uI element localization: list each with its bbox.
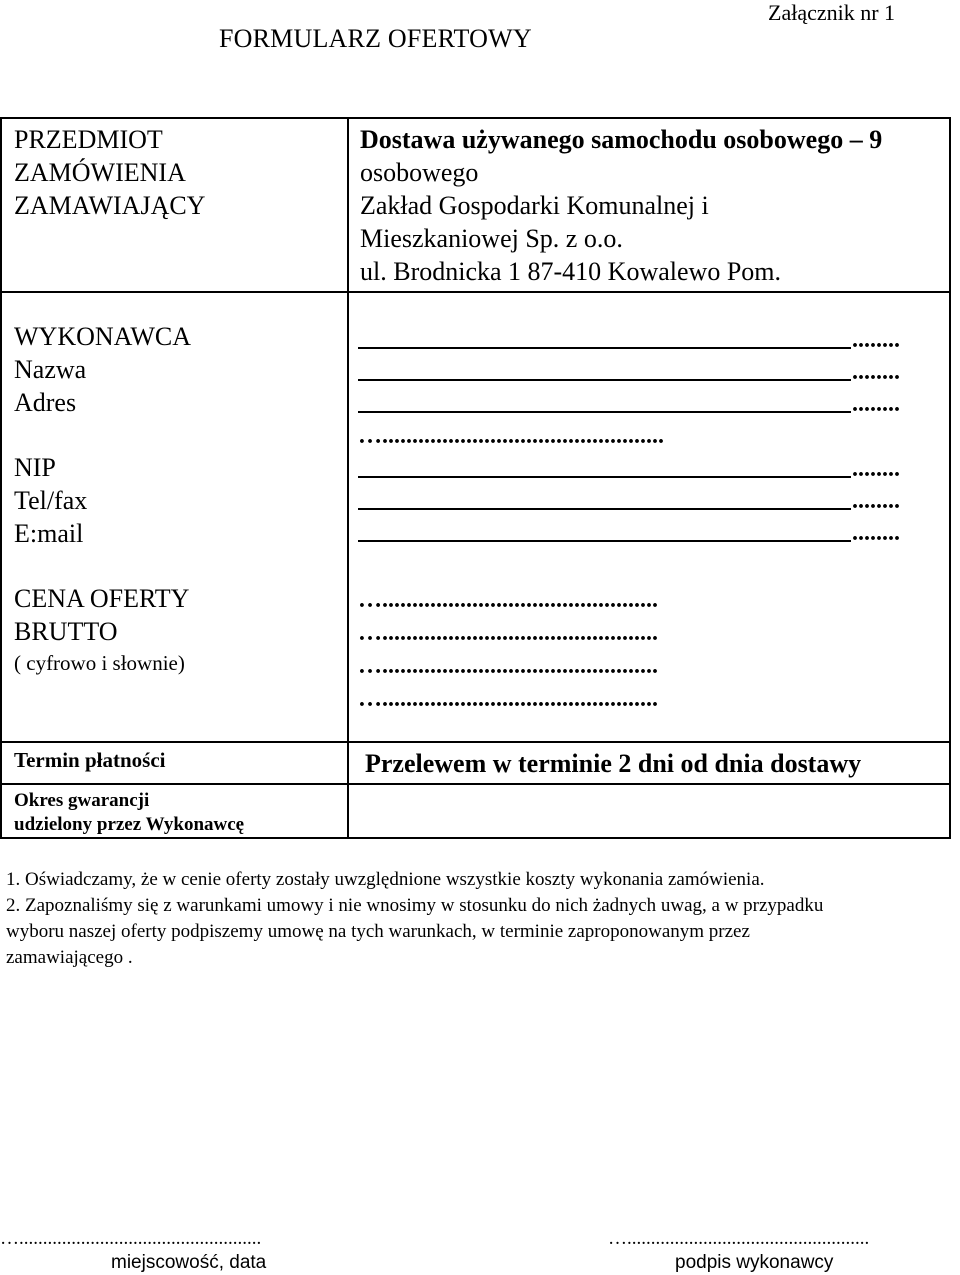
contractor-field-dots: ........ — [852, 359, 900, 385]
orderer-value-line1: Zakład Gospodarki Komunalnej i — [360, 191, 709, 220]
underline — [358, 508, 851, 510]
payment-terms-label: Termin płatności — [14, 748, 166, 772]
underline — [358, 347, 851, 349]
signature-dots: …................................................... — [608, 1228, 870, 1249]
annex-label: Załącznik nr 1 — [768, 0, 896, 25]
price-field-dots: ….............................................. — [358, 686, 658, 712]
price-field-dots: ….............................................. — [358, 653, 658, 679]
payment-terms-value: Przelewem w terminie 2 dni od dnia dostawy — [365, 749, 862, 778]
contractor-field-dots: ........ — [852, 327, 900, 353]
email-label: E:mail — [14, 519, 84, 548]
price-label-line3: ( cyfrowo i słownie) — [14, 651, 185, 675]
contractor-field-dots: ........ — [852, 391, 900, 417]
underline — [358, 476, 851, 478]
place-date-label: miejscowość, data — [111, 1252, 267, 1273]
signature-label: podpis wykonawcy — [675, 1252, 834, 1273]
page-title: FORMULARZ OFERTOWY — [219, 24, 532, 53]
warranty-label-line2: udzielony przez Wykonawcę — [14, 814, 245, 835]
warranty-label-line1: Okres gwarancji — [14, 790, 150, 811]
price-label-line2: BRUTTO — [14, 617, 118, 646]
row-divider — [0, 291, 951, 293]
subject-value-line2: osobowego — [360, 158, 479, 187]
price-field-dots: ….............................................. — [358, 620, 658, 646]
underline — [358, 379, 851, 381]
contractor-field-dots: …............................................... — [358, 423, 664, 449]
subject-label-line1: PRZEDMIOT — [14, 125, 163, 154]
contractor-field-dots: ........ — [852, 488, 900, 514]
statement-2-end: zamawiającego . — [6, 947, 133, 968]
phone-label: Tel/fax — [14, 486, 88, 515]
contractor-label: WYKONAWCA — [14, 322, 191, 351]
subject-value-line1: Dostawa używanego samochodu osobowego – 9 — [360, 125, 883, 154]
name-label: Nazwa — [14, 355, 87, 384]
orderer-label: ZAMAWIAJĄCY — [14, 191, 206, 220]
place-date-dots: …................................................... — [0, 1228, 262, 1249]
statement-2: 2. Zapoznaliśmy się z warunkami umowy i nie wnosimy w stosunku do nich żadnych uwag, a w przypadku — [6, 895, 824, 916]
orderer-value-line2: Mieszkaniowej Sp. z o.o. — [360, 224, 623, 253]
row-divider — [0, 741, 951, 743]
address-label: Adres — [14, 388, 77, 417]
price-label-line1: CENA OFERTY — [14, 584, 190, 613]
contractor-field-dots: ........ — [852, 520, 900, 546]
subject-label-line2: ZAMÓWIENIA — [14, 158, 186, 187]
statement-2-continued: wyboru naszej oferty podpiszemy umowę na tych warunkach, w terminie zaproponowanym przez — [6, 921, 750, 942]
orderer-value-line3: ul. Brodnicka 1 87-410 Kowalewo Pom. — [360, 257, 782, 286]
nip-label: NIP — [14, 453, 56, 482]
underline — [358, 540, 851, 542]
underline — [358, 411, 851, 413]
price-field-dots: ….............................................. — [358, 587, 658, 613]
statement-1: 1. Oświadczamy, że w cenie oferty zostały uwzględnione wszystkie koszty wykonania zamówienia. — [6, 869, 765, 890]
row-divider — [0, 783, 951, 785]
column-divider — [347, 117, 349, 839]
contractor-field-dots: ........ — [852, 456, 900, 482]
